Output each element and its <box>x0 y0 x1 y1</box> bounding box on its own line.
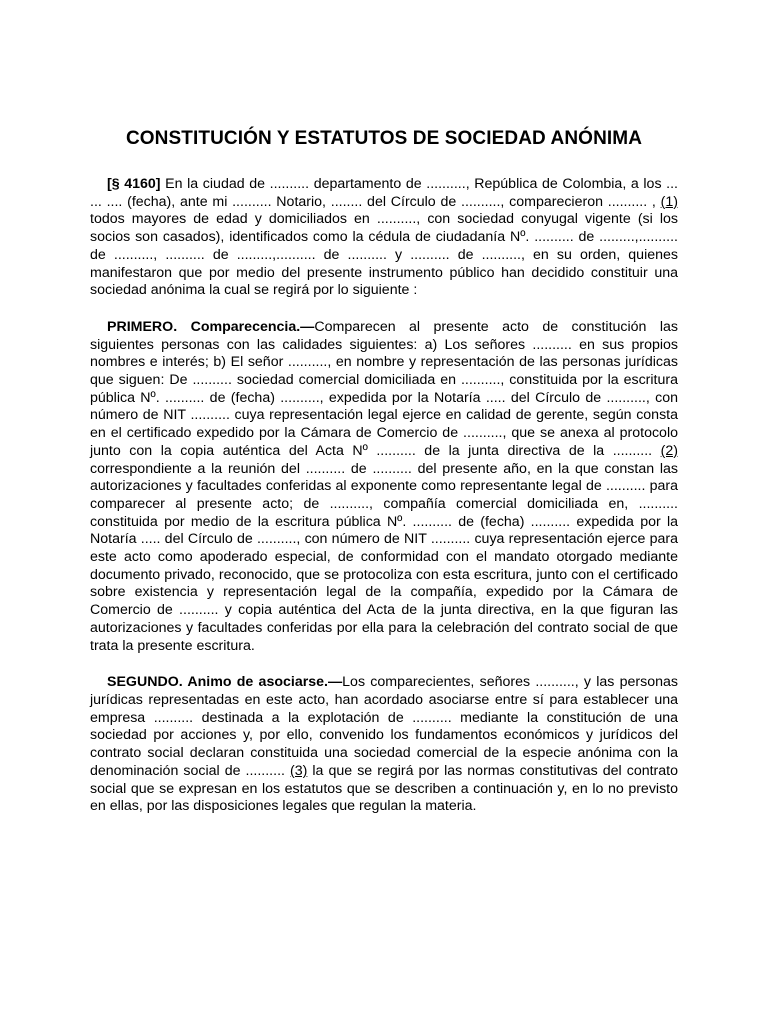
clause-primero-text-part2: correspondiente a la reunión del .......... de .......... del presente año, en la que constan las autorizaciones y facultades conferidas al exponente como representante legal de .......... para comparecer al presente acto; de .........., compañía comercial domiciliada en, .......... constituida por medio de la escritura pública Nº. .......... de (fecha) .......... expedida por la Notaría ..... del Círculo de .........., con número de NIT .......... cuya representación ejerce para este acto como apoderado especial, de conformidad con el mandato otorgado mediante documento privado, reconocido, que se protocoliza con esta escritura, junto con el certificado sobre existencia y representación legal de la compañía, expedido por la Cámara de Comercio de .......... y copia auténtica del Acta de la junta directiva, en la que figuran las autorizaciones y facultades conferidas por ella para la celebración del contrato social de que trata la presente escritura. <box>90 460 678 654</box>
document-title: CONSTITUCIÓN Y ESTATUTOS DE SOCIEDAD ANÓNIMA <box>125 128 643 149</box>
clause-segundo <box>90 674 678 816</box>
section-reference: [§ 4160] <box>107 176 161 192</box>
clause-primero <box>90 319 678 655</box>
clause-segundo-text-part1: Los comparecientes, señores .........., y las personas jurídicas representadas en este acto, han acordado asociarse entre sí para establecer una empresa .......... destinada a la explotación de .......... mediante la constitución de una sociedad por acciones y, por ello, convenido los fundamentos económicos y jurídicos del contrato social declaran constituida una sociedad comercial de la especie anónima con la denominación social de .......... <box>90 674 678 779</box>
footnote-ref-2: (2) <box>660 442 678 459</box>
clause-primero-text-part1: Comparecen al presente acto de constitución las siguientes personas con las calidades siguientes: a) Los señores .......... en sus propios nombres e interés; b) El señor .........., en nombre y representación de las personas jurídicas que siguen: De .......... sociedad comercial domiciliada en .........., constituida por la escritura pública Nº. .......... de (fecha) .........., expedida por la Notaría ..... del Círculo de .........., con número de NIT .......... cuya representación legal ejerce en calidad de gerente, según consta en el certificado expedido por la Cámara de Comercio de .........., que se anexa al protocolo junto con la copia auténtica del Acta Nº .......... de la junta directiva de la .......... <box>90 318 678 459</box>
intro-paragraph <box>90 176 678 300</box>
intro-text-part2: todos mayores de edad y domiciliados en .........., con sociedad conyugal vigente (si los socios son casados), identificados como la cédula de ciudadanía Nº. .......... de .........,.......... de .........., .......... de .........,.......... de .......... y .......... de .........., en su orden, quienes manifestaron que por medio del presente instrumento público han decidido constituir una sociedad anónima la cual se regirá por lo siguiente : <box>90 211 678 299</box>
document-page <box>90 128 678 835</box>
clause-primero-heading: PRIMERO. Comparecencia.— <box>107 318 315 335</box>
clause-segundo-heading: SEGUNDO. Animo de asociarse.— <box>107 674 343 691</box>
intro-text-part1: En la ciudad de .......... departamento de .........., República de Colombia, a los ... ... .... (fecha), ante mi .......... Notario, ........ del Círculo de .........., comparecieron .......... , <box>90 176 678 210</box>
clause-segundo-text-part2: la que se regirá por las normas constitutivas del contrato social que se expresan en los estatutos que se describen a continuación y, en lo no previsto en ellas, por las disposiciones legales que regulan la materia. <box>90 762 678 815</box>
footnote-ref-1: (1) <box>660 193 678 210</box>
footnote-ref-3: (3) <box>290 762 308 779</box>
